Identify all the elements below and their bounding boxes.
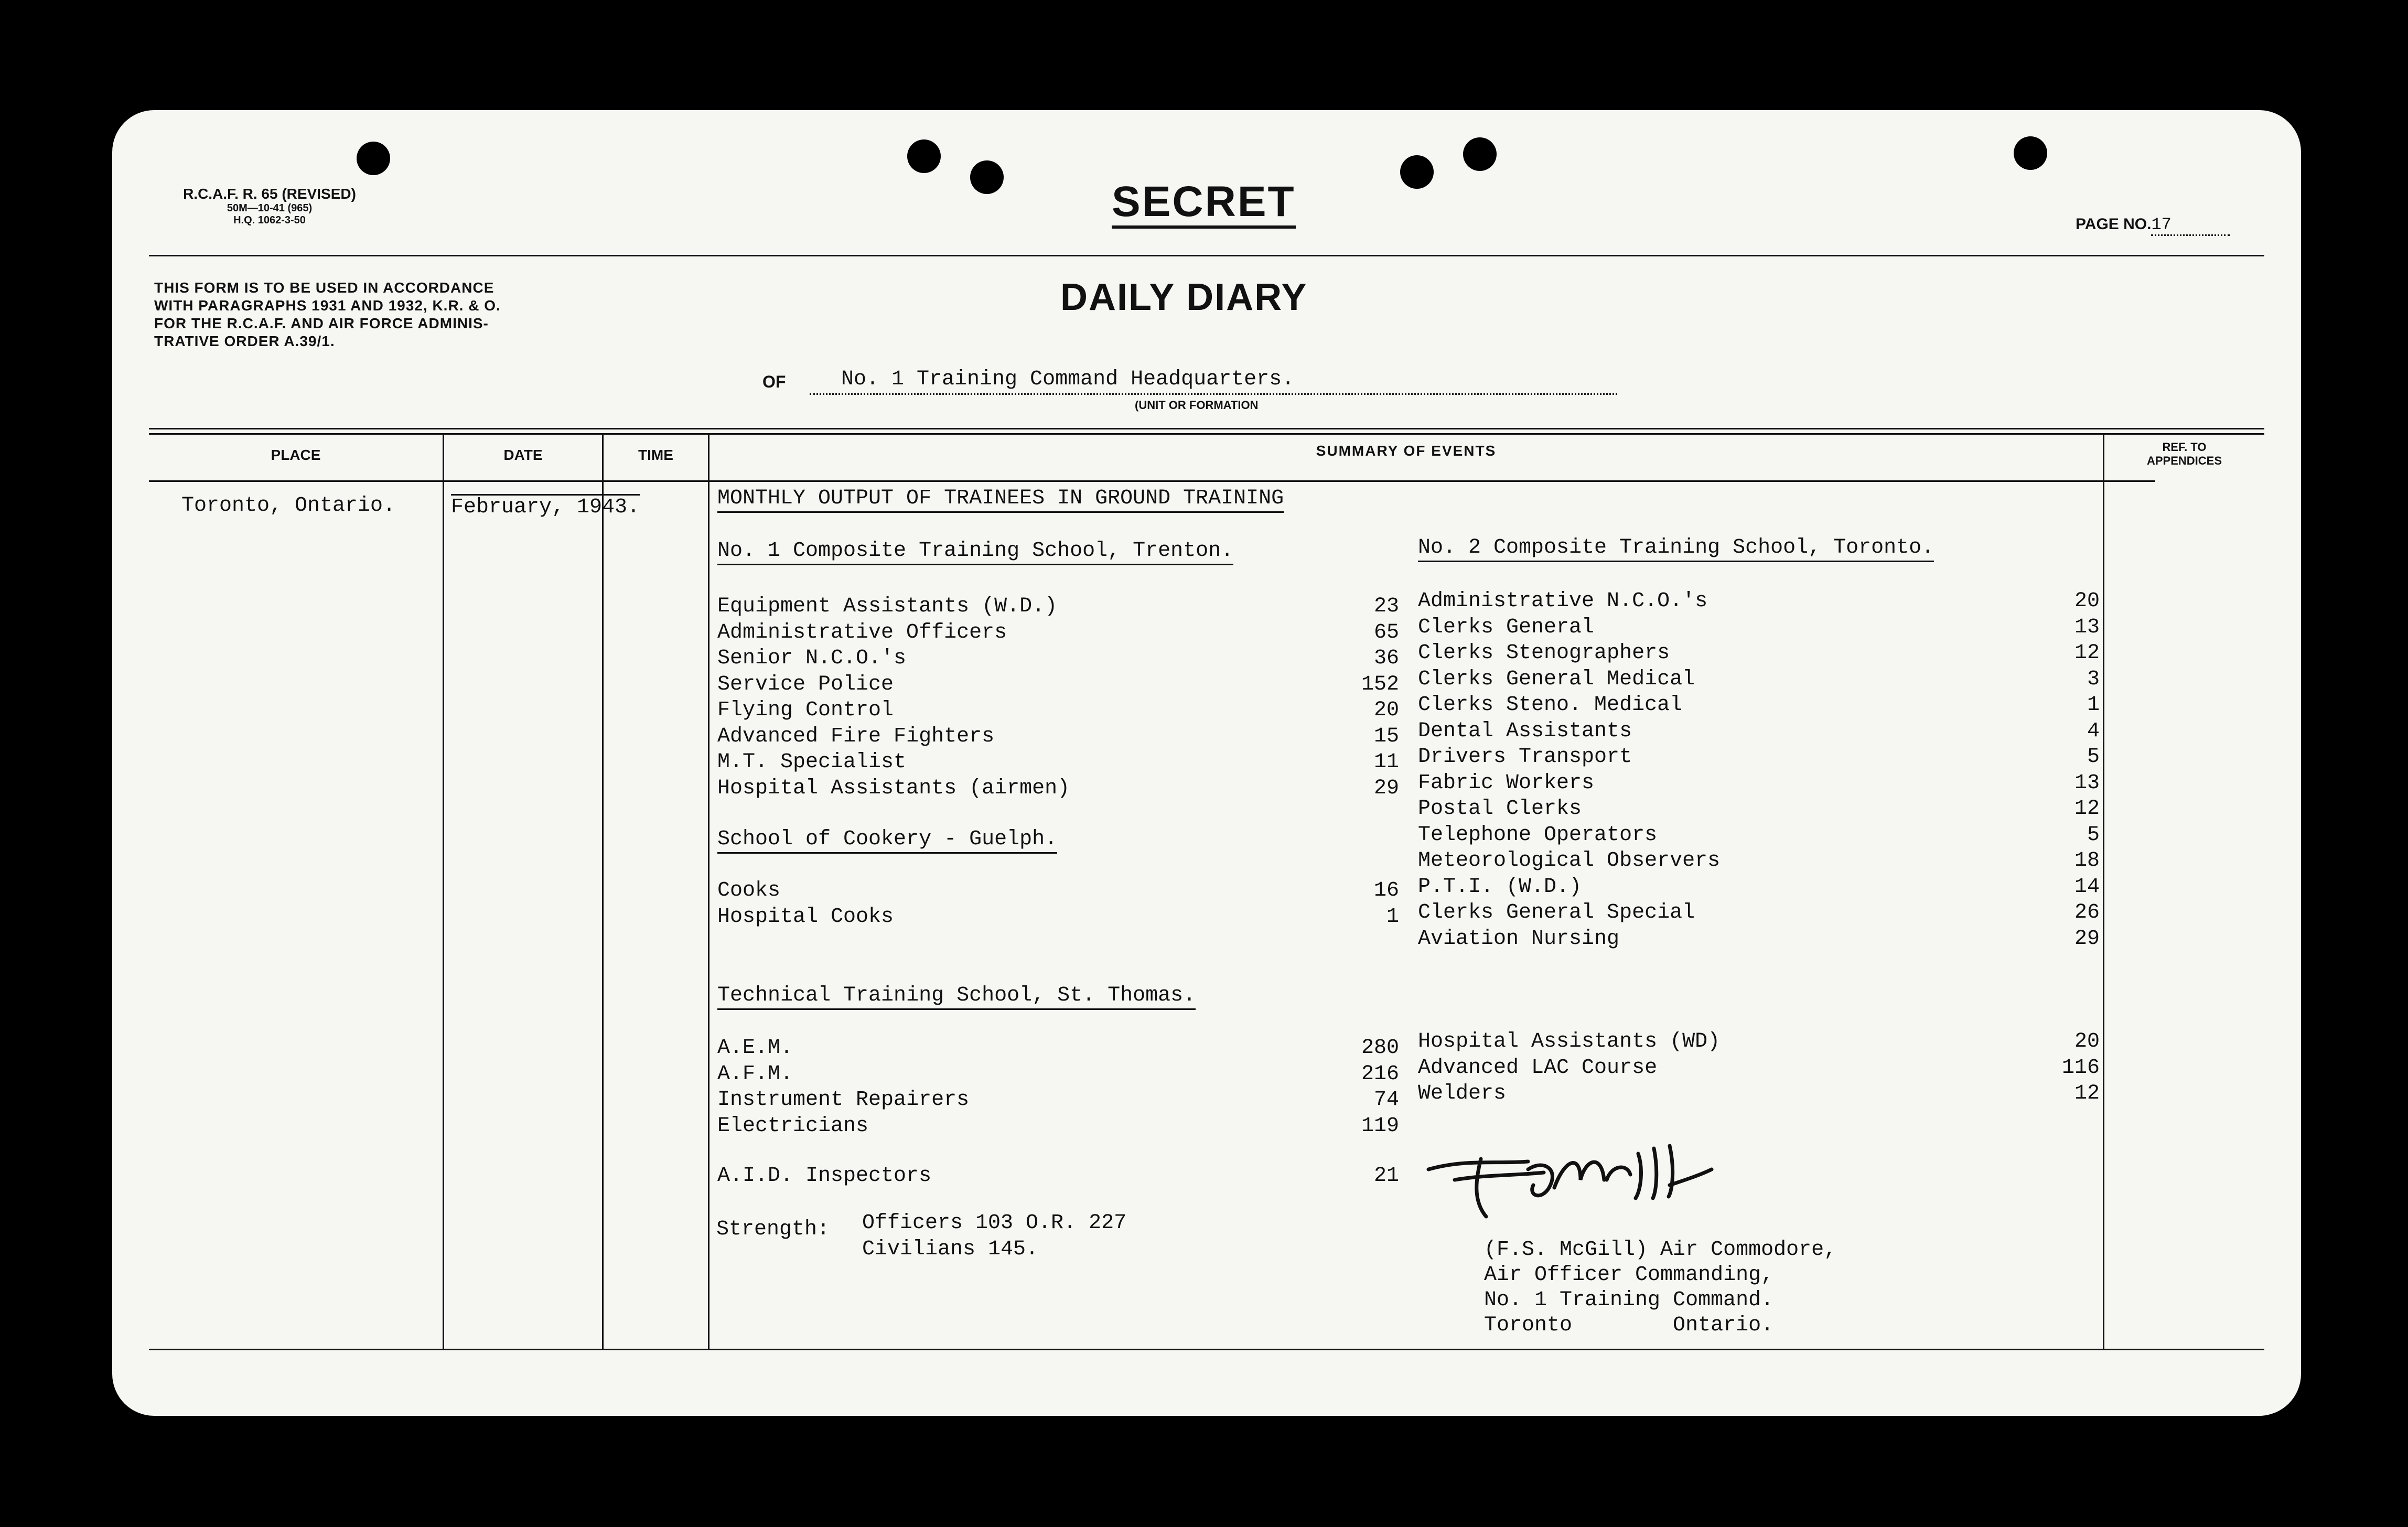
row-value: 12 bbox=[2074, 1082, 2100, 1105]
row-value: 29 bbox=[1373, 776, 1399, 800]
column-header-place: PLACE bbox=[271, 447, 321, 463]
row-label: Flying Control bbox=[717, 698, 894, 722]
row-value: 14 bbox=[2074, 875, 2100, 899]
row-label: A.F.M. bbox=[717, 1062, 793, 1086]
row-value: 21 bbox=[1373, 1164, 1399, 1188]
instruction-line: FOR THE R.C.A.F. AND AIR FORCE ADMINIS- bbox=[154, 315, 489, 331]
row-label: Welders bbox=[1418, 1082, 1507, 1105]
table-top-rule bbox=[149, 428, 2264, 429]
list-item bbox=[1418, 822, 2100, 848]
header-rule bbox=[149, 255, 2264, 256]
cookery-heading: School of Cookery - Guelph. bbox=[717, 827, 1057, 854]
form-id-line: R.C.A.F. R. 65 (REVISED) bbox=[183, 186, 356, 202]
list-item bbox=[717, 646, 1399, 672]
row-label: Clerks Stenographers bbox=[1418, 641, 1670, 665]
list-item bbox=[1418, 692, 2100, 718]
entry-date: February, 1943. bbox=[451, 494, 640, 519]
column-divider bbox=[708, 433, 710, 1349]
row-value: 13 bbox=[2074, 771, 2100, 795]
school1-heading: No. 1 Composite Training School, Trenton. bbox=[717, 539, 1233, 565]
of-label: OF bbox=[762, 372, 786, 391]
list-item bbox=[1418, 1055, 2100, 1081]
column-header-date: DATE bbox=[503, 447, 543, 463]
list-item bbox=[1418, 666, 2100, 693]
summary-heading: MONTHLY OUTPUT OF TRAINEES IN GROUND TRAINING bbox=[717, 487, 1284, 513]
row-label: Dental Assistants bbox=[1418, 719, 1632, 743]
list-item bbox=[1418, 796, 2100, 822]
row-label: P.T.I. (W.D.) bbox=[1418, 875, 1582, 899]
row-value: 12 bbox=[2074, 797, 2100, 821]
row-label: Drivers Transport bbox=[1418, 745, 1632, 769]
school1-list bbox=[717, 594, 1399, 801]
list-item bbox=[717, 776, 1399, 802]
page-number-field bbox=[2076, 215, 2230, 236]
list-item bbox=[1418, 615, 2100, 641]
row-value: 20 bbox=[2074, 589, 2100, 613]
list-item bbox=[717, 878, 1399, 904]
punch-hole bbox=[970, 160, 1004, 194]
page-number-label: PAGE NO. bbox=[2076, 216, 2152, 233]
row-label: Advanced LAC Course bbox=[1418, 1056, 1658, 1080]
row-label: Equipment Assistants (W.D.) bbox=[717, 595, 1058, 618]
row-label: Clerks Steno. Medical bbox=[1418, 693, 1683, 717]
row-value: 20 bbox=[2074, 1030, 2100, 1053]
column-divider bbox=[602, 433, 604, 1349]
list-item bbox=[717, 697, 1399, 724]
instruction-line: THIS FORM IS TO BE USED IN ACCORDANCE bbox=[154, 279, 494, 296]
list-item bbox=[1418, 770, 2100, 797]
aid-row bbox=[717, 1164, 1399, 1188]
signature-line: Air Officer Commanding, bbox=[1484, 1263, 1774, 1287]
form-id-line: H.Q. 1062-3-50 bbox=[233, 214, 306, 226]
list-item bbox=[1418, 640, 2100, 666]
punch-hole bbox=[2014, 136, 2047, 170]
list-item bbox=[1418, 848, 2100, 874]
school2-list bbox=[1418, 588, 2100, 952]
row-value: 116 bbox=[2061, 1056, 2100, 1080]
list-item bbox=[1418, 718, 2100, 745]
row-value: 12 bbox=[2074, 641, 2100, 665]
row-value: 29 bbox=[2074, 927, 2100, 951]
row-label: Clerks General Special bbox=[1418, 901, 1695, 924]
row-value: 3 bbox=[2087, 667, 2100, 691]
row-value: 152 bbox=[1361, 672, 1399, 696]
row-value: 74 bbox=[1373, 1088, 1399, 1112]
row-value: 1 bbox=[1386, 905, 1399, 929]
column-divider bbox=[2103, 433, 2104, 1349]
list-item bbox=[717, 1113, 1399, 1139]
row-value: 11 bbox=[1373, 750, 1399, 774]
row-value: 13 bbox=[2074, 615, 2100, 639]
list-item bbox=[1418, 1081, 2100, 1107]
punch-hole bbox=[357, 142, 390, 175]
row-label: Advanced Fire Fighters bbox=[717, 724, 995, 748]
row-value: 216 bbox=[1361, 1062, 1399, 1086]
row-value: 5 bbox=[2087, 745, 2100, 769]
page-title: DAILY DIARY bbox=[1060, 276, 1308, 318]
list-item bbox=[717, 749, 1399, 776]
handwritten-signature bbox=[1423, 1138, 1717, 1227]
form-instructions bbox=[154, 279, 501, 350]
row-value: 119 bbox=[1361, 1114, 1399, 1138]
column-header-time: TIME bbox=[638, 447, 673, 463]
list-item bbox=[1418, 744, 2100, 770]
list-item bbox=[717, 904, 1399, 930]
row-value: 15 bbox=[1373, 724, 1399, 748]
cookery-list bbox=[717, 878, 1399, 930]
row-label: Administrative N.C.O.'s bbox=[1418, 589, 1708, 613]
row-label: Clerks General bbox=[1418, 615, 1595, 639]
technical-list-left bbox=[717, 1035, 1399, 1139]
row-label: A.I.D. Inspectors bbox=[717, 1164, 932, 1188]
row-label: M.T. Specialist bbox=[717, 750, 907, 774]
row-label: Hospital Cooks bbox=[717, 905, 894, 929]
unit-caption: (UNIT OR FORMATION bbox=[1135, 399, 1259, 412]
punch-hole bbox=[1463, 137, 1497, 171]
row-value: 26 bbox=[2074, 901, 2100, 924]
row-label: Hospital Assistants (WD) bbox=[1418, 1030, 1721, 1053]
technical-list-right bbox=[1418, 1029, 2100, 1107]
row-value: 23 bbox=[1373, 595, 1399, 618]
list-item bbox=[717, 1061, 1399, 1088]
row-label: A.E.M. bbox=[717, 1036, 793, 1060]
entry-place: Toronto, Ontario. bbox=[181, 494, 396, 518]
row-label: Service Police bbox=[717, 672, 894, 696]
strength-line: Officers 103 O.R. 227 bbox=[862, 1211, 1127, 1235]
row-value: 5 bbox=[2087, 823, 2100, 847]
row-value: 65 bbox=[1373, 620, 1399, 644]
row-value: 1 bbox=[2087, 693, 2100, 717]
row-value: 16 bbox=[1373, 879, 1399, 902]
row-label: Fabric Workers bbox=[1418, 771, 1595, 795]
list-item bbox=[1418, 1029, 2100, 1055]
strength-label: Strength: bbox=[716, 1218, 830, 1241]
row-label: Meteorological Observers bbox=[1418, 849, 1721, 873]
row-label: Aviation Nursing bbox=[1418, 927, 1620, 951]
classification-title: SECRET bbox=[1112, 178, 1296, 229]
signature-line: (F.S. McGill) Air Commodore, bbox=[1484, 1238, 1837, 1262]
list-item bbox=[717, 620, 1399, 646]
list-item bbox=[1418, 900, 2100, 926]
signature-line: Toronto Ontario. bbox=[1484, 1314, 1774, 1337]
table-bottom-rule bbox=[149, 1349, 2264, 1350]
row-label: Postal Clerks bbox=[1418, 797, 1582, 821]
instruction-line: WITH PARAGRAPHS 1931 AND 1932, K.R. & O. bbox=[154, 297, 501, 314]
signature-block bbox=[1484, 1238, 1836, 1338]
list-item bbox=[1418, 588, 2100, 615]
table-top-rule bbox=[149, 433, 2264, 435]
list-item bbox=[1418, 874, 2100, 900]
row-label: Hospital Assistants (airmen) bbox=[717, 776, 1070, 800]
row-value: 36 bbox=[1373, 647, 1399, 670]
row-label: Administrative Officers bbox=[717, 620, 1007, 644]
column-header-ref bbox=[2104, 440, 2264, 468]
row-value: 4 bbox=[2087, 719, 2100, 743]
punch-hole bbox=[907, 139, 941, 173]
row-label: Cooks bbox=[717, 879, 781, 902]
row-label: Instrument Repairers bbox=[717, 1088, 970, 1112]
list-item bbox=[717, 672, 1399, 698]
row-label: Senior N.C.O.'s bbox=[717, 647, 907, 670]
column-header-summary: SUMMARY OF EVENTS bbox=[1316, 443, 1497, 459]
row-value: 20 bbox=[1373, 698, 1399, 722]
technical-heading: Technical Training School, St. Thomas. bbox=[717, 984, 1196, 1010]
strength-line: Civilians 145. bbox=[862, 1238, 1039, 1261]
list-item bbox=[717, 594, 1399, 620]
row-value: 18 bbox=[2074, 849, 2100, 873]
header-bottom-rule bbox=[149, 480, 2155, 482]
form-id bbox=[154, 186, 385, 227]
ref-header-line: REF. TO bbox=[2162, 440, 2207, 454]
signature-line: No. 1 Training Command. bbox=[1484, 1288, 1774, 1312]
unit-field: No. 1 Training Command Headquarters. bbox=[810, 366, 1617, 395]
list-item bbox=[717, 724, 1399, 750]
row-value: 280 bbox=[1361, 1036, 1399, 1060]
ref-header-line: APPENDICES bbox=[2146, 454, 2222, 467]
list-item bbox=[717, 1087, 1399, 1113]
list-item bbox=[1418, 926, 2100, 952]
diary-sheet bbox=[112, 110, 2301, 1416]
instruction-line: TRATIVE ORDER A.39/1. bbox=[154, 333, 335, 349]
row-label: Electricians bbox=[717, 1114, 869, 1138]
form-id-line: 50M—10-41 (965) bbox=[227, 202, 313, 214]
school2-heading: No. 2 Composite Training School, Toronto. bbox=[1418, 536, 1934, 562]
punch-hole bbox=[1400, 155, 1434, 189]
page-number-value: 17 bbox=[2151, 215, 2230, 236]
list-item bbox=[717, 1035, 1399, 1061]
column-divider bbox=[443, 433, 444, 1349]
row-label: Telephone Operators bbox=[1418, 823, 1658, 847]
row-label: Clerks General Medical bbox=[1418, 667, 1695, 691]
